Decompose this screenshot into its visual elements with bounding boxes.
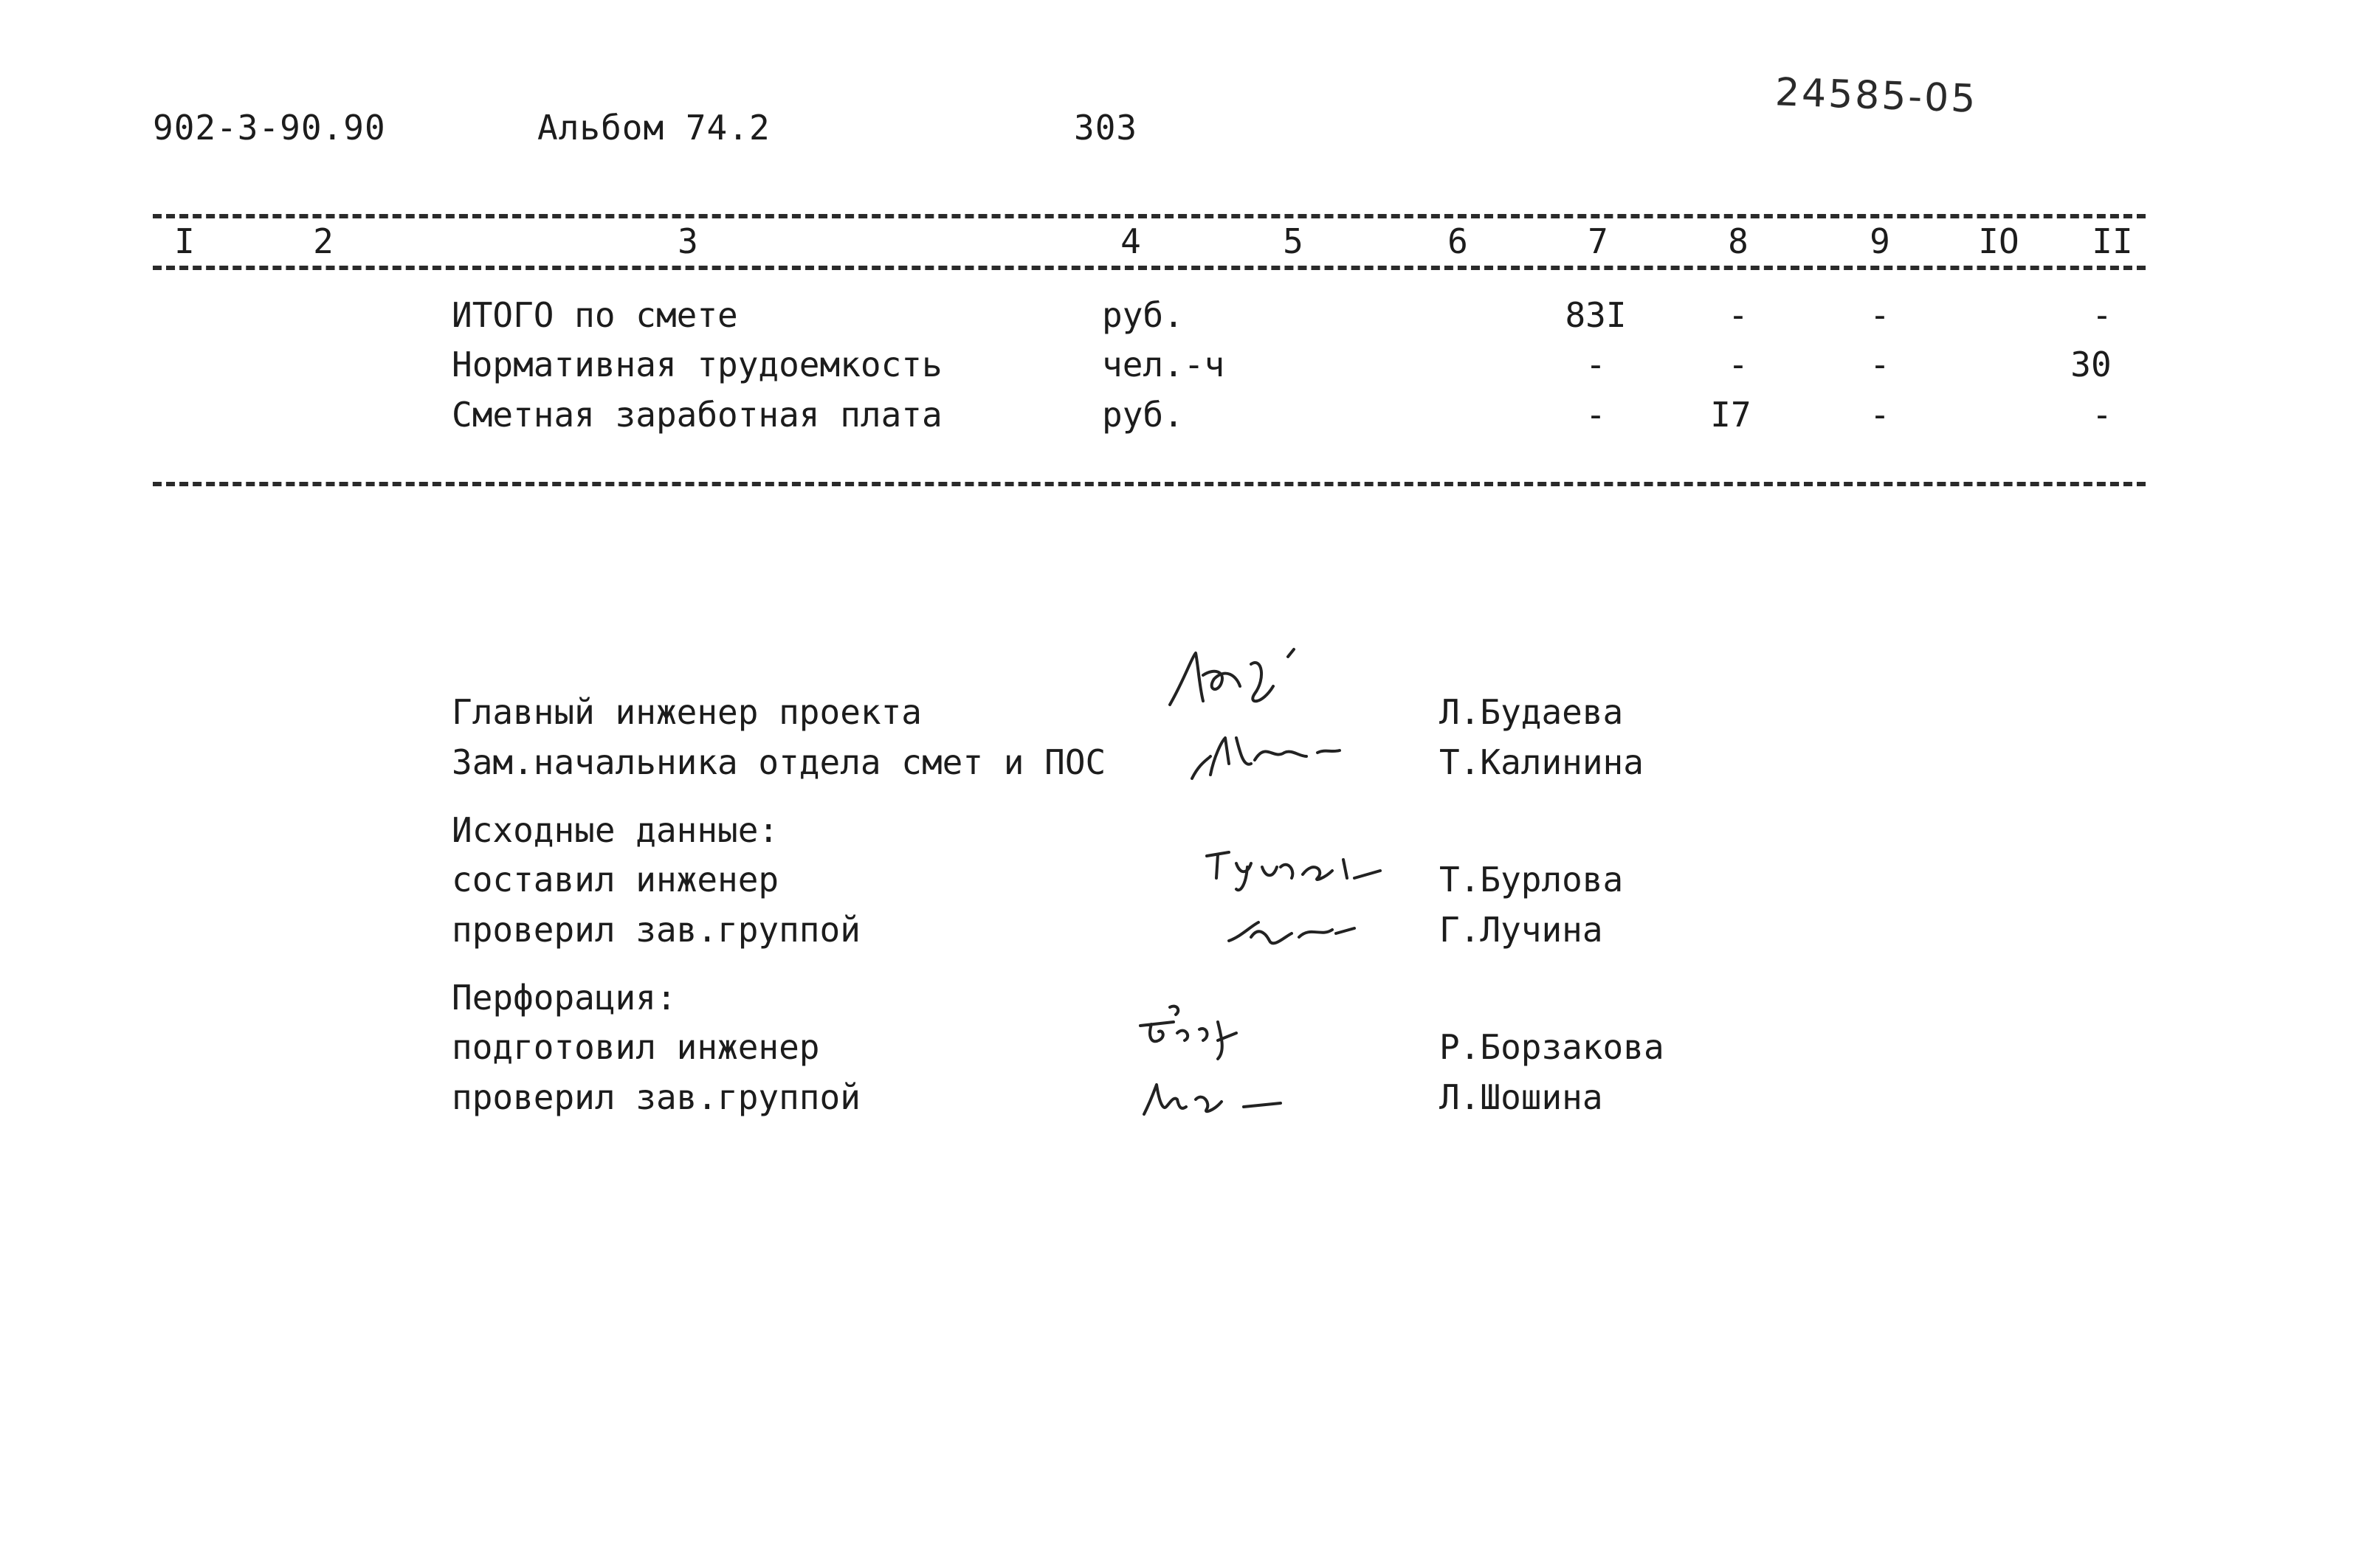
source-checked-name: Г.Лучина [1439, 910, 1603, 950]
row-unit: руб. [1102, 295, 1184, 335]
cell-col8: - [1728, 295, 1749, 335]
table-bottom-rule [153, 482, 2146, 486]
source-data-heading: Исходные данные: [452, 810, 779, 850]
row-label: Сметная заработная плата [452, 395, 943, 435]
signature-perf-checked [1133, 1066, 1303, 1125]
cell-col11: - [2092, 295, 2112, 335]
album-label: Альбом 74.2 [537, 108, 771, 148]
perf-prepared-name: Р.Борзакова [1439, 1027, 1664, 1067]
deputy-head-name: Т.Калинина [1439, 742, 1644, 782]
cell-col11: - [2092, 395, 2112, 435]
row-unit: чел.-ч [1102, 345, 1225, 384]
page-number: 303 [1074, 108, 1138, 148]
cell-col9: - [1870, 345, 1890, 384]
source-checked-label: проверил зав.группой [452, 910, 861, 950]
perforation-heading: Перфорация: [452, 978, 677, 1018]
column-number: 8 [1728, 221, 1749, 261]
cell-col7: - [1585, 395, 1606, 435]
column-number: 6 [1447, 221, 1468, 261]
row-label: ИТОГО по смете [452, 295, 738, 335]
signature-perf-prepared [1126, 996, 1273, 1063]
column-number: II [2092, 221, 2133, 261]
column-number: IO [1978, 221, 2019, 261]
signature-deputy-head [1181, 719, 1373, 786]
column-number: 2 [313, 221, 334, 261]
source-compiled-label: составил инженер [452, 860, 779, 899]
cell-col9: - [1870, 295, 1890, 335]
column-number: I [174, 221, 195, 261]
cell-col8: - [1728, 345, 1749, 384]
column-number: 9 [1870, 221, 1890, 261]
column-number: 5 [1283, 221, 1303, 261]
chief-engineer-label: Главный инженер проекта [452, 692, 922, 732]
column-number: 7 [1588, 221, 1608, 261]
table-header-rule [153, 266, 2146, 270]
column-number: 4 [1120, 221, 1141, 261]
document-code: 902-3-90.90 [153, 108, 386, 148]
cell-col8: I7 [1710, 395, 1751, 435]
perf-prepared-label: подготовил инженер [452, 1027, 820, 1067]
row-label: Нормативная трудоемкость [452, 345, 943, 384]
row-unit: руб. [1102, 395, 1184, 435]
cell-col9: - [1870, 395, 1890, 435]
source-compiled-name: Т.Бурлова [1439, 860, 1624, 899]
deputy-head-label: Зам.начальника отдела смет и ПОС [452, 742, 1106, 782]
column-number: 3 [678, 221, 698, 261]
perf-checked-name: Л.Шошина [1439, 1077, 1603, 1117]
cell-col11: 30 [2070, 345, 2112, 384]
cell-col7: 83I [1565, 295, 1627, 335]
perf-checked-label: проверил зав.группой [452, 1077, 861, 1117]
signature-source-checked [1218, 900, 1365, 959]
cell-col7: - [1585, 345, 1606, 384]
chief-engineer-name: Л.Будаева [1439, 692, 1624, 732]
table-top-rule [153, 214, 2146, 218]
signature-chief-engineer [1162, 635, 1340, 723]
archive-stamp-number: 24585-05 [1774, 70, 1979, 122]
